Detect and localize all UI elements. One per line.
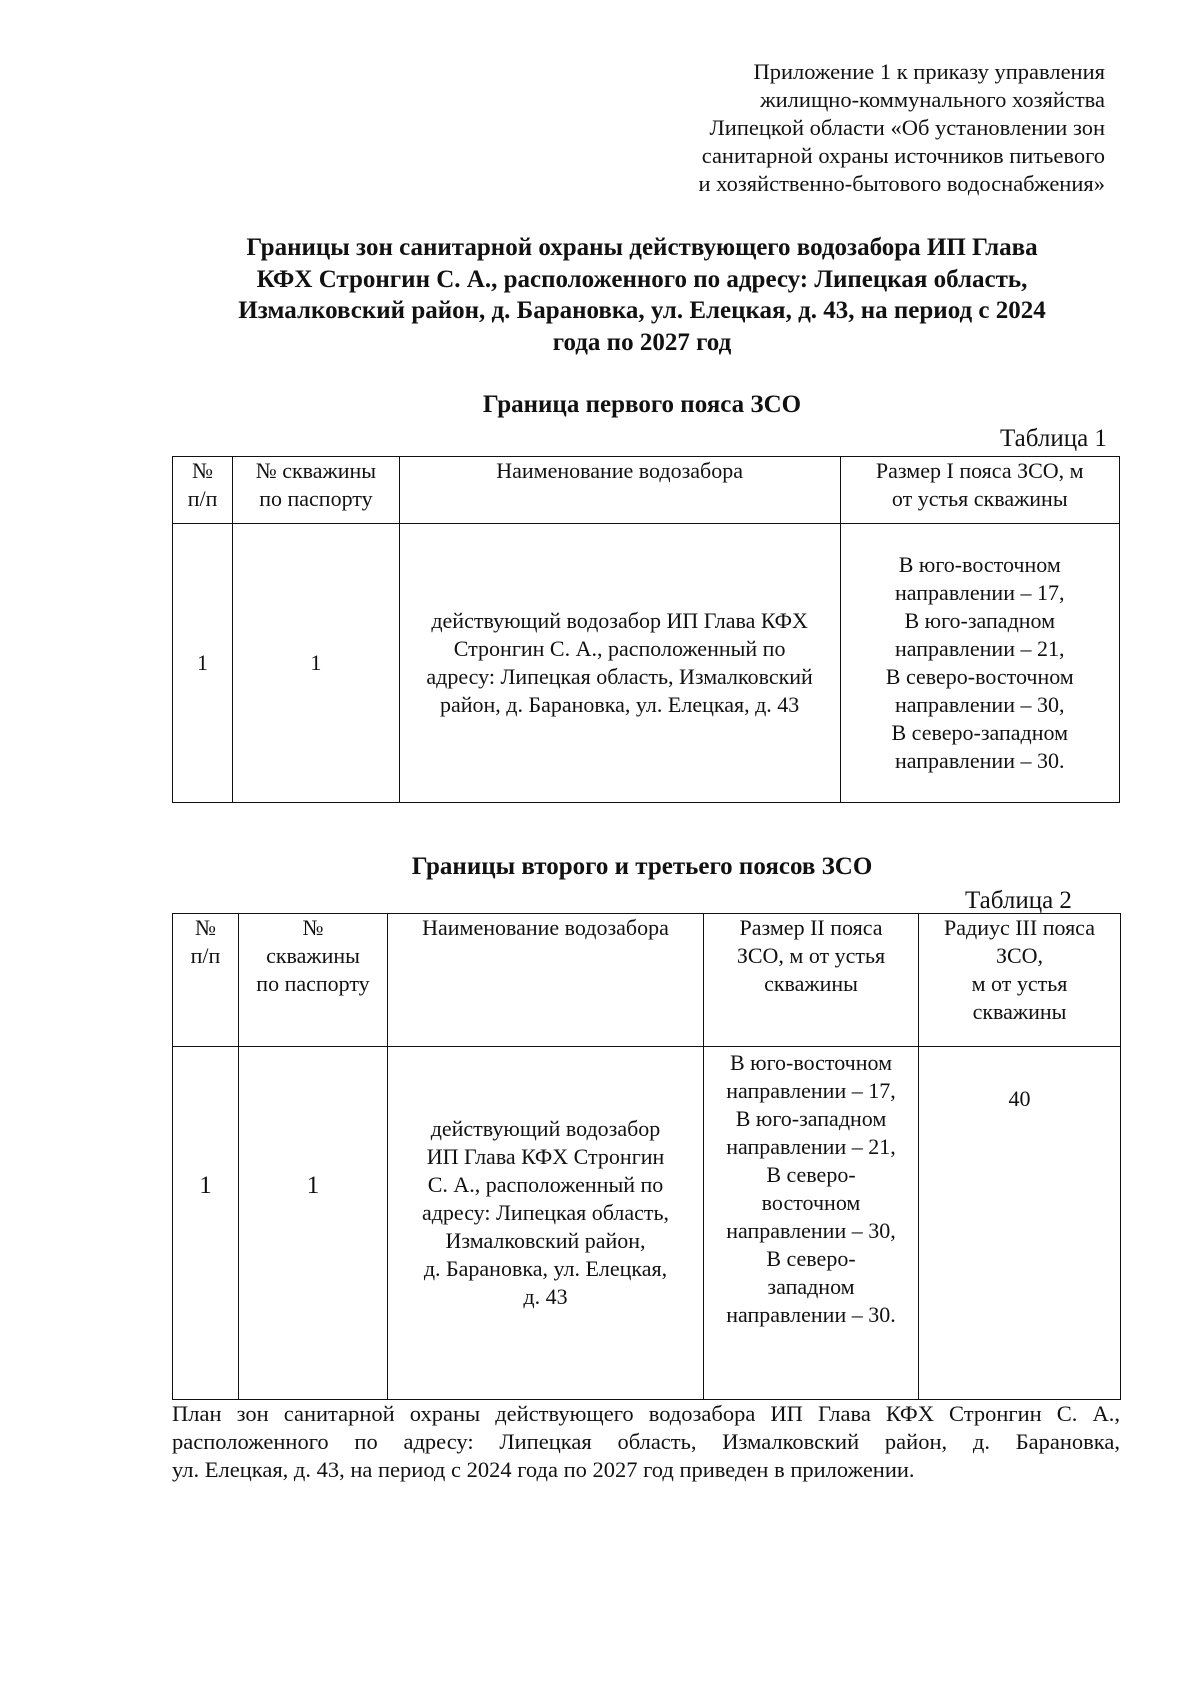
- table1-header-name: Наименование водозабора: [399, 457, 840, 524]
- title-line: КФХ Стронгин С. А., расположенного по адресу: Липецкая область,: [256, 265, 1028, 293]
- appendix-line: жилищно-коммунального хозяйства: [760, 87, 1105, 112]
- table1-header-well: № скважины по паспорту: [233, 457, 400, 524]
- table2-cell-radius: 40: [919, 1047, 1121, 1400]
- table1-cell-num: 1: [173, 524, 233, 803]
- table2-header-radius: Радиус III пояса ЗСО, м от устья скважины: [919, 914, 1121, 1047]
- table1-header-row: [173, 457, 1120, 524]
- title-line: Границы зон санитарной охраны действующего водозабора ИП Глава: [246, 234, 1038, 261]
- table-row: [173, 1047, 1121, 1400]
- table2-cell-size: В юго-восточном направлении – 17, В юго-западном направлении – 21, В северо- восточном направлении – 30, В северо- западном направлении – 30.: [704, 1047, 919, 1400]
- conclusion-line: ул. Елецкая, д. 43, на период с 2024 года по 2027 год приведен в приложении.: [172, 1457, 915, 1482]
- table1-label: Таблица 1: [1000, 425, 1107, 452]
- title-line: года по 2027 год: [552, 328, 732, 356]
- conclusion-line: План зон санитарной охраны действующего водозабора ИП Глава КФХ Стронгин С. А.,: [172, 1401, 1120, 1426]
- table2-second-third-zone: [172, 913, 1121, 1400]
- table2-header-size: Размер II пояса ЗСО, м от устья скважины: [704, 914, 919, 1047]
- appendix-line: Липецкой области «Об установлении зон: [709, 115, 1105, 140]
- table1-header-num: № п/п: [173, 457, 233, 524]
- table2-cell-well: 1: [239, 1047, 388, 1400]
- table1-header-size: Размер I пояса ЗСО, м от устья скважины: [840, 457, 1119, 524]
- table1-cell-name: действующий водозабор ИП Глава КФХ Стронгин С. А., расположенный по адресу: Липецкая область, Измалковский район, д. Барановка, ул. Елецкая, д. 43: [399, 524, 840, 803]
- table2-heading: Границы второго и третьего поясов ЗСО: [411, 853, 873, 880]
- table-row: [173, 524, 1120, 803]
- appendix-line: Приложение 1 к приказу управления: [753, 59, 1105, 84]
- table2-label: Таблица 2: [965, 887, 1072, 914]
- table2-header-well: № скважины по паспорту: [239, 914, 388, 1047]
- table1-first-zone: [172, 456, 1120, 803]
- table1-heading: Граница первого пояса ЗСО: [482, 391, 802, 418]
- table1-cell-well: 1: [233, 524, 400, 803]
- appendix-reference: [585, 58, 1105, 198]
- title-line: Измалковский район, д. Барановка, ул. Елецкая, д. 43, на период с 2024: [238, 297, 1046, 324]
- table2-header-name: Наименование водозабора: [388, 914, 704, 1047]
- table2-cell-num: 1: [173, 1047, 239, 1400]
- table2-header-row: [173, 914, 1121, 1047]
- table2-cell-name: действующий водозабор ИП Глава КФХ Стронгин С. А., расположенный по адресу: Липецкая область, Измалковский район, д. Барановка, ул. Елецкая, д. 43: [388, 1047, 704, 1400]
- appendix-line: санитарной охраны источников питьевого: [701, 143, 1105, 168]
- document-title: [172, 232, 1112, 358]
- table1-cell-size: В юго-восточном направлении – 17, В юго-западном направлении – 21, В северо-восточном направлении – 30, В северо-западном направлении – 30.: [840, 524, 1119, 803]
- appendix-line: и хозяйственно-бытового водоснабжения»: [698, 171, 1105, 196]
- table2-header-num: № п/п: [173, 914, 239, 1047]
- conclusion-line: расположенного по адресу: Липецкая область, Измалковский район, д. Барановка,: [172, 1429, 1120, 1454]
- conclusion-paragraph: [172, 1400, 1120, 1484]
